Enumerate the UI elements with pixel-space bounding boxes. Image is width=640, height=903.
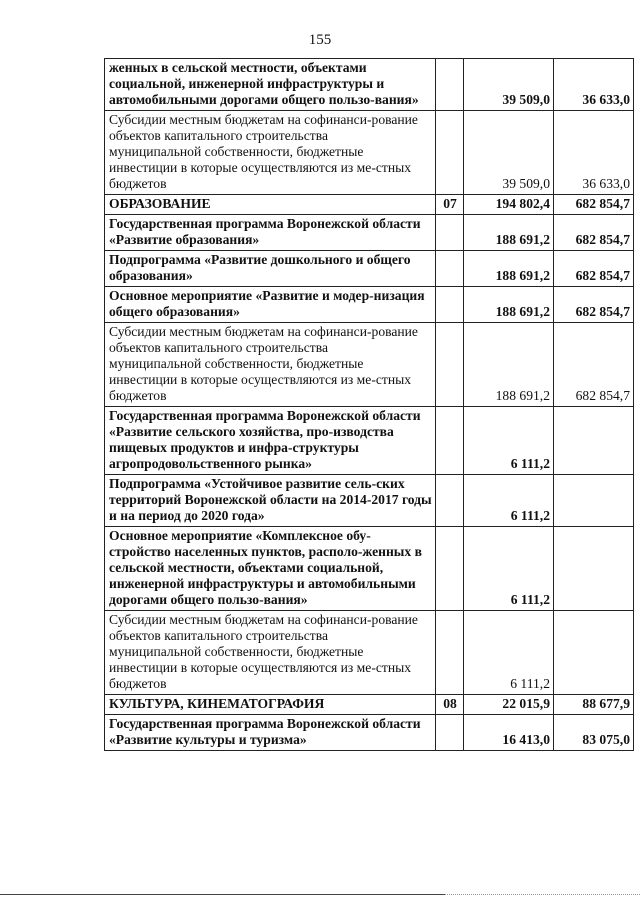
row-section-code-cell xyxy=(436,407,464,475)
row-amount-2-cell: 682 854,7 xyxy=(554,323,634,407)
row-section-code-cell xyxy=(436,715,464,751)
table-row xyxy=(105,407,634,475)
row-amount-2-cell: 83 075,0 xyxy=(554,715,634,751)
page-bottom-rule-dotted xyxy=(445,894,640,895)
table-row xyxy=(105,195,634,215)
row-amount-2-cell xyxy=(554,527,634,611)
table-row xyxy=(105,59,634,111)
page-number: 155 xyxy=(308,32,332,48)
table-row xyxy=(105,475,634,527)
row-amount-2-cell: 682 854,7 xyxy=(554,287,634,323)
table-row xyxy=(105,611,634,695)
row-amount-1-cell: 39 509,0 xyxy=(464,111,554,195)
row-amount-1-cell: 188 691,2 xyxy=(464,323,554,407)
page-bottom-rule xyxy=(0,894,445,895)
row-amount-1-cell: 16 413,0 xyxy=(464,715,554,751)
row-section-code-cell xyxy=(436,251,464,287)
row-amount-1-cell: 39 509,0 xyxy=(464,59,554,111)
row-name-cell: Субсидии местным бюджетам на софинанси-рование объектов капитального строительства муниципальной собственности, бюджетные инвестиции в которые осуществляются из ме-стных бюджетов xyxy=(105,611,436,695)
row-section-code-cell xyxy=(436,287,464,323)
row-section-code-cell xyxy=(436,215,464,251)
row-name-cell: Основное мероприятие «Комплексное обу-стройство населенных пунктов, располо-женных в сельской местности, объектами социальной, инженерной инфраструктуры и автомобильными дорогами общего пользо-вания» xyxy=(105,527,436,611)
row-amount-2-cell: 36 633,0 xyxy=(554,111,634,195)
row-amount-2-cell xyxy=(554,407,634,475)
row-amount-1-cell: 6 111,2 xyxy=(464,611,554,695)
table-row xyxy=(105,527,634,611)
row-name-cell: Субсидии местным бюджетам на софинанси-рование объектов капитального строительства муниципальной собственности, бюджетные инвестиции в которые осуществляются из ме-стных бюджетов xyxy=(105,323,436,407)
table-row xyxy=(105,251,634,287)
row-name-cell: Государственная программа Воронежской области «Развитие образования» xyxy=(105,215,436,251)
row-section-code-cell: 08 xyxy=(436,695,464,715)
table-row xyxy=(105,715,634,751)
budget-table-body xyxy=(105,59,634,751)
row-amount-1-cell: 188 691,2 xyxy=(464,251,554,287)
row-amount-2-cell: 682 854,7 xyxy=(554,195,634,215)
table-row xyxy=(105,323,634,407)
row-amount-1-cell: 194 802,4 xyxy=(464,195,554,215)
budget-table xyxy=(104,58,634,751)
table-row xyxy=(105,215,634,251)
row-section-code-cell: 07 xyxy=(436,195,464,215)
row-section-code-cell xyxy=(436,527,464,611)
table-row xyxy=(105,287,634,323)
row-name-cell: Субсидии местным бюджетам на софинанси-рование объектов капитального строительства муниципальной собственности, бюджетные инвестиции в которые осуществляются из ме-стных бюджетов xyxy=(105,111,436,195)
table-row xyxy=(105,695,634,715)
row-name-cell: КУЛЬТУРА, КИНЕМАТОГРАФИЯ xyxy=(105,695,436,715)
row-section-code-cell xyxy=(436,611,464,695)
row-name-cell: Государственная программа Воронежской области «Развитие сельского хозяйства, про-изводства пищевых продуктов и инфра-структуры агропродовольственного рынка» xyxy=(105,407,436,475)
row-name-cell: ОБРАЗОВАНИЕ xyxy=(105,195,436,215)
row-amount-1-cell: 6 111,2 xyxy=(464,407,554,475)
row-amount-2-cell xyxy=(554,611,634,695)
row-amount-2-cell xyxy=(554,475,634,527)
row-section-code-cell xyxy=(436,111,464,195)
row-name-cell: Подпрограмма «Устойчивое развитие сель-ских территорий Воронежской области на 2014-2017 годы и на период до 2020 года» xyxy=(105,475,436,527)
row-amount-1-cell: 6 111,2 xyxy=(464,475,554,527)
row-amount-1-cell: 188 691,2 xyxy=(464,215,554,251)
table-row xyxy=(105,111,634,195)
row-name-cell: Государственная программа Воронежской области «Развитие культуры и туризма» xyxy=(105,715,436,751)
row-amount-1-cell: 6 111,2 xyxy=(464,527,554,611)
row-amount-1-cell: 188 691,2 xyxy=(464,287,554,323)
row-name-cell: женных в сельской местности, объектами социальной, инженерной инфраструктуры и автомобильными дорогами общего пользо-вания» xyxy=(105,59,436,111)
row-amount-2-cell: 88 677,9 xyxy=(554,695,634,715)
row-amount-2-cell: 682 854,7 xyxy=(554,251,634,287)
row-name-cell: Подпрограмма «Развитие дошкольного и общего образования» xyxy=(105,251,436,287)
row-section-code-cell xyxy=(436,323,464,407)
row-amount-2-cell: 682 854,7 xyxy=(554,215,634,251)
row-amount-1-cell: 22 015,9 xyxy=(464,695,554,715)
row-section-code-cell xyxy=(436,475,464,527)
row-amount-2-cell: 36 633,0 xyxy=(554,59,634,111)
row-name-cell: Основное мероприятие «Развитие и модер-низация общего образования» xyxy=(105,287,436,323)
row-section-code-cell xyxy=(436,59,464,111)
